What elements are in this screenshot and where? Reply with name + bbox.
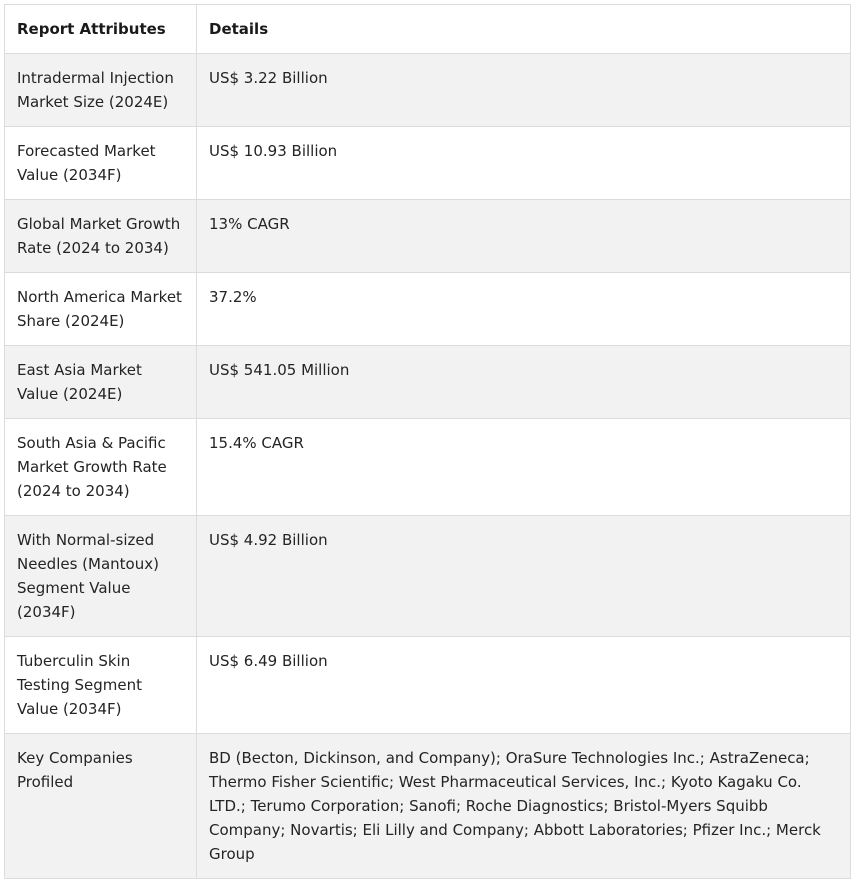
detail-cell: US$ 541.05 Million [197, 346, 851, 419]
report-attributes-table-container [4, 4, 850, 879]
detail-cell: US$ 3.22 Billion [197, 54, 851, 127]
attribute-cell: Key Companies Profiled [5, 734, 197, 879]
attribute-cell: Tuberculin Skin Testing Segment Value (2034F) [5, 637, 197, 734]
attribute-cell: Forecasted Market Value (2034F) [5, 127, 197, 200]
table-row [5, 127, 851, 200]
detail-cell: US$ 10.93 Billion [197, 127, 851, 200]
detail-cell: US$ 6.49 Billion [197, 637, 851, 734]
attribute-cell: North America Market Share (2024E) [5, 273, 197, 346]
table-row [5, 637, 851, 734]
attribute-cell: Global Market Growth Rate (2024 to 2034) [5, 200, 197, 273]
table-header-row [5, 5, 851, 54]
attribute-cell: South Asia & Pacific Market Growth Rate (2024 to 2034) [5, 419, 197, 516]
table-row [5, 346, 851, 419]
report-attributes-table [4, 4, 851, 879]
attribute-cell: Intradermal Injection Market Size (2024E) [5, 54, 197, 127]
table-row [5, 419, 851, 516]
attribute-cell: With Normal-sized Needles (Mantoux) Segment Value (2034F) [5, 516, 197, 637]
table-row [5, 734, 851, 879]
table-row [5, 273, 851, 346]
header-details: Details [197, 5, 851, 54]
detail-cell: BD (Becton, Dickinson, and Company); OraSure Technologies Inc.; AstraZeneca; Thermo Fisher Scientific; West Pharmaceutical Services, Inc.; Kyoto Kagaku Co. LTD.; Terumo Corporation; Sanofi; Roche Diagnostics; Bristol-Myers Squibb Company; Novartis; Eli Lilly and Company; Abbott Laboratories; Pfizer Inc.; Merck Group [197, 734, 851, 879]
table-row [5, 516, 851, 637]
attribute-cell: East Asia Market Value (2024E) [5, 346, 197, 419]
detail-cell: US$ 4.92 Billion [197, 516, 851, 637]
header-report-attributes: Report Attributes [5, 5, 197, 54]
table-row [5, 200, 851, 273]
detail-cell: 13% CAGR [197, 200, 851, 273]
table-row [5, 54, 851, 127]
detail-cell: 15.4% CAGR [197, 419, 851, 516]
detail-cell: 37.2% [197, 273, 851, 346]
